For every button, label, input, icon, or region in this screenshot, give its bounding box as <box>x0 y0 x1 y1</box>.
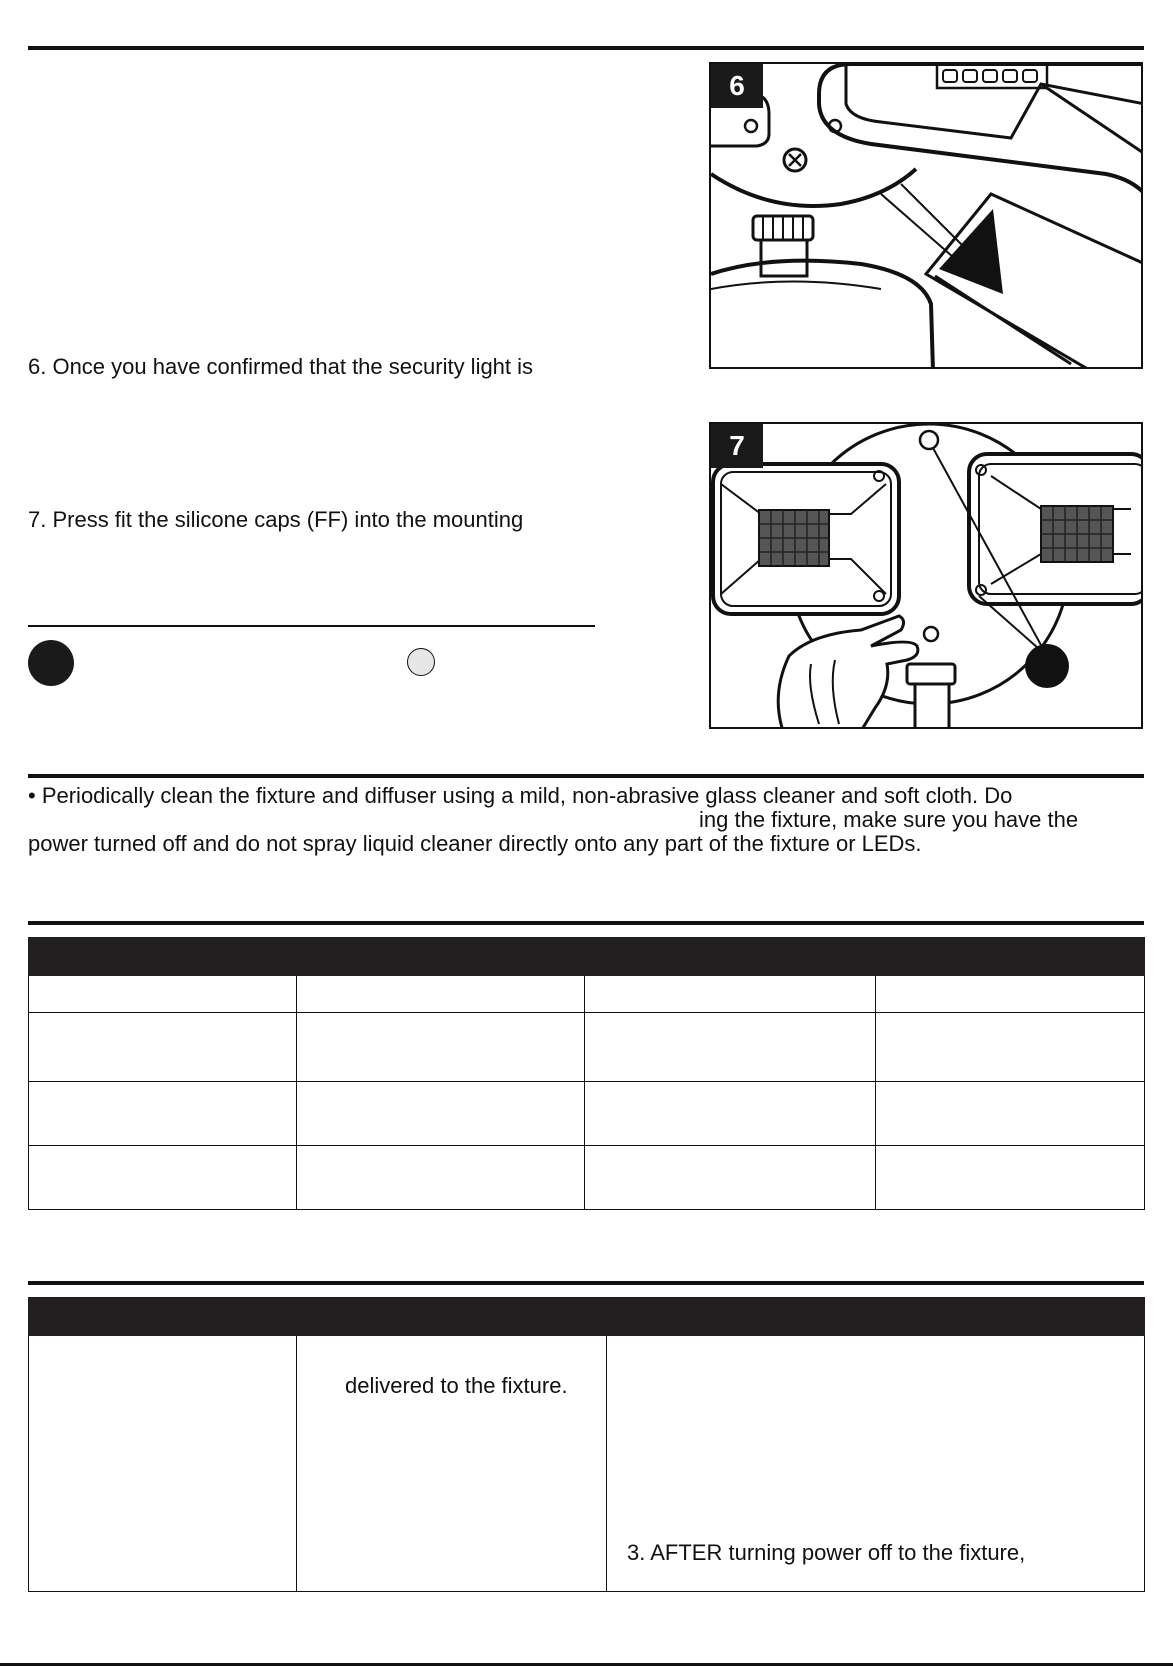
table-1-rule <box>28 921 1144 925</box>
troubleshooting-cause-text: delivered to the fixture. <box>345 1373 568 1398</box>
table-1-cell <box>585 1013 876 1082</box>
troubleshooting-header-cell <box>607 1298 1145 1336</box>
table-1-cell <box>297 976 585 1013</box>
troubleshooting-header-cell <box>297 1298 607 1336</box>
bottom-rule <box>0 1663 1173 1666</box>
table-1-cell <box>876 1082 1145 1146</box>
figure-6-illustration <box>711 64 1143 369</box>
light-bullet-icon <box>407 648 435 676</box>
step-7-text: 7. Press fit the silicone caps (FF) into the mounting <box>28 507 524 532</box>
table-1-row <box>29 1082 1145 1146</box>
care-rule <box>28 774 1144 778</box>
table-1-cell <box>876 976 1145 1013</box>
table-1-cell <box>29 1013 297 1082</box>
table-1-cell <box>29 976 297 1013</box>
figure-7-illustration <box>711 424 1143 729</box>
table-1-cell <box>585 1082 876 1146</box>
top-rule <box>28 46 1144 50</box>
dark-bullet-icon <box>28 640 74 686</box>
table-1-cell <box>876 1013 1145 1082</box>
table-1-header-cell <box>297 938 585 976</box>
figure-7-number: 7 <box>711 424 763 468</box>
troubleshooting-header-cell <box>29 1298 297 1336</box>
section-divider <box>28 625 595 627</box>
troubleshooting-action-text: 3. AFTER turning power off to the fixture, <box>627 1540 1026 1565</box>
table-1-cell <box>29 1146 297 1210</box>
care-line-2: ing the fixture, make sure you have the <box>699 807 1079 832</box>
figure-7 <box>709 422 1143 729</box>
figure-6 <box>709 62 1143 369</box>
troubleshooting-problem-cell <box>29 1336 297 1592</box>
table-1-cell <box>297 1146 585 1210</box>
table-2-rule <box>28 1281 1144 1285</box>
table-1-row <box>29 976 1145 1013</box>
table-1-header-cell <box>585 938 876 976</box>
table-1-cell <box>297 1013 585 1082</box>
troubleshooting-header-row <box>29 1298 1145 1336</box>
step-6-text: 6. Once you have confirmed that the security light is <box>28 354 534 379</box>
table-1-cell <box>585 1146 876 1210</box>
table-1-header-cell <box>876 938 1145 976</box>
table-1-cell <box>585 976 876 1013</box>
figure-6-number: 6 <box>711 64 763 108</box>
table-1-row <box>29 1146 1145 1210</box>
table-1-header-cell <box>29 938 297 976</box>
care-line-1: • Periodically clean the fixture and diffuser using a mild, non-abrasive glass cleaner and soft cloth. Do <box>28 783 1013 808</box>
table-1 <box>28 937 1145 1210</box>
table-1-cell <box>297 1082 585 1146</box>
table-1-cell <box>29 1082 297 1146</box>
table-1-cell <box>876 1146 1145 1210</box>
table-1-row <box>29 1013 1145 1082</box>
table-1-header-row <box>29 938 1145 976</box>
care-line-3: power turned off and do not spray liquid cleaner directly onto any part of the fixture or LEDs. <box>28 831 922 856</box>
